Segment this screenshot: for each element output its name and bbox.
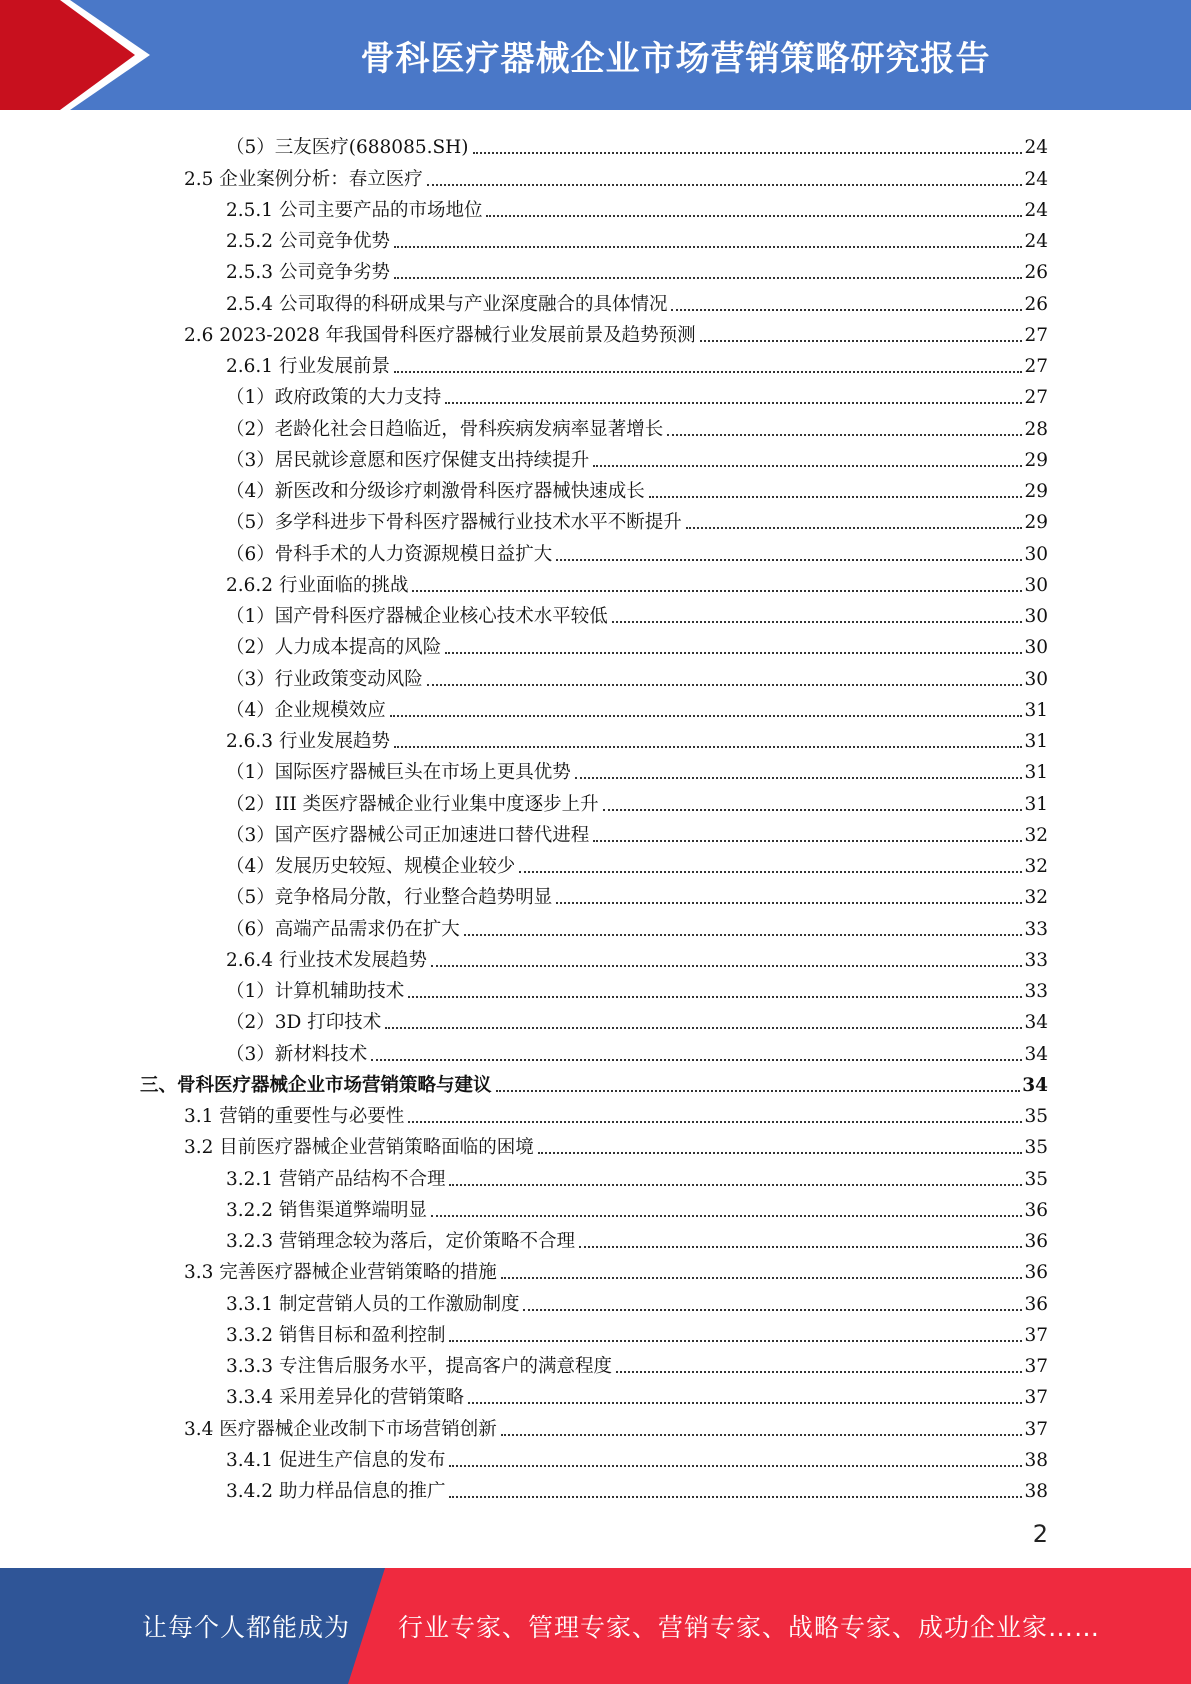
toc-leader-dots bbox=[408, 996, 1022, 998]
toc-leader-dots bbox=[593, 840, 1022, 842]
toc-entry[interactable] bbox=[140, 1284, 1048, 1315]
toc-entry-title: 3.1 营销的重要性与必要性 bbox=[184, 1106, 405, 1127]
toc-entry-page: 37 bbox=[1024, 1324, 1048, 1346]
toc-leader-dots bbox=[501, 1277, 1023, 1279]
toc-entry-page: 36 bbox=[1024, 1293, 1048, 1315]
toc-entry-page: 26 bbox=[1024, 262, 1048, 284]
toc-leader-dots bbox=[556, 902, 1022, 904]
toc-leader-dots bbox=[556, 559, 1022, 561]
toc-entry-page: 33 bbox=[1024, 949, 1048, 971]
toc-entry-page: 34 bbox=[1024, 1012, 1048, 1034]
toc-entry[interactable] bbox=[140, 1409, 1048, 1440]
toc-entry-title: 2.6.2 行业面临的挑战 bbox=[226, 574, 409, 596]
toc-leader-dots bbox=[473, 152, 1023, 154]
toc-entry-page: 29 bbox=[1024, 449, 1048, 471]
toc-leader-dots bbox=[427, 684, 1023, 686]
toc-entry[interactable] bbox=[140, 1253, 1048, 1284]
toc-entry-page: 32 bbox=[1024, 856, 1048, 877]
toc-entry[interactable] bbox=[140, 909, 1048, 940]
toc-entry-title: 3.4.2 助力样品信息的推广 bbox=[226, 1481, 446, 1502]
toc-entry-title: 3.2.2 销售渠道弊端明显 bbox=[226, 1199, 427, 1221]
toc-entry[interactable] bbox=[140, 441, 1048, 472]
toc-entry[interactable] bbox=[140, 597, 1048, 628]
page-number: 2 bbox=[1032, 1520, 1048, 1548]
toc-entry-title: （3）国产医疗器械公司正加速进口替代进程 bbox=[226, 824, 590, 846]
toc-leader-dots bbox=[412, 590, 1022, 592]
toc-leader-dots bbox=[700, 340, 1023, 342]
toc-leader-dots bbox=[486, 215, 1022, 217]
toc-entry-page: 36 bbox=[1024, 1262, 1048, 1284]
toc-entry-title: （6）高端产品需求仍在扩大 bbox=[226, 918, 460, 940]
toc-entry-title: （1）国际医疗器械巨头在市场上更具优势 bbox=[226, 762, 571, 784]
toc-entry-title: 3.2.1 营销产品结构不合理 bbox=[226, 1168, 446, 1190]
toc-entry-page: 29 bbox=[1024, 512, 1048, 534]
toc-entry[interactable] bbox=[140, 1472, 1048, 1503]
toc-entry[interactable] bbox=[140, 753, 1048, 784]
toc-entry-page: 24 bbox=[1024, 199, 1048, 221]
toc-entry-page: 29 bbox=[1024, 481, 1048, 502]
toc-leader-dots bbox=[449, 1465, 1022, 1467]
toc-entry-page: 38 bbox=[1024, 1449, 1048, 1471]
toc-leader-dots bbox=[394, 277, 1022, 279]
toc-entry[interactable] bbox=[140, 1441, 1048, 1472]
toc-entry-title: （1）国产骨科医疗器械企业核心技术水平较低 bbox=[226, 606, 608, 627]
toc-entry-title: 2.5.3 公司竞争劣势 bbox=[226, 262, 390, 284]
toc-entry[interactable] bbox=[140, 1347, 1048, 1378]
toc-entry-title: （2）III 类医疗器械企业行业集中度逐步上升 bbox=[226, 793, 599, 815]
toc-entry-page: 38 bbox=[1024, 1481, 1048, 1502]
toc-leader-dots bbox=[468, 1402, 1022, 1404]
toc-leader-dots bbox=[394, 246, 1022, 248]
toc-leader-dots bbox=[501, 1434, 1023, 1436]
toc-entry-page: 37 bbox=[1024, 1387, 1048, 1409]
toc-entry-page: 30 bbox=[1024, 606, 1048, 627]
toc-entry-page: 30 bbox=[1024, 574, 1048, 596]
toc-entry-title: 2.5.2 公司竞争优势 bbox=[226, 231, 390, 252]
toc-entry[interactable] bbox=[140, 534, 1048, 565]
toc-entry-page: 27 bbox=[1024, 356, 1048, 377]
toc-leader-dots bbox=[686, 527, 1023, 529]
toc-entry[interactable] bbox=[140, 847, 1048, 878]
toc-entry-page: 34 bbox=[1024, 1043, 1048, 1065]
toc-entry-page: 31 bbox=[1024, 793, 1048, 815]
toc-entry-title: 2.6.1 行业发展前景 bbox=[226, 356, 390, 377]
toc-entry-page: 30 bbox=[1024, 668, 1048, 690]
toc-entry-page: 31 bbox=[1024, 731, 1048, 752]
toc-entry[interactable] bbox=[140, 691, 1048, 722]
toc-entry-title: 3.3.4 采用差异化的营销策略 bbox=[226, 1387, 464, 1409]
toc-leader-dots bbox=[603, 809, 1023, 811]
toc-leader-dots bbox=[612, 621, 1023, 623]
toc-entry-page: 31 bbox=[1024, 699, 1048, 721]
toc-entry-page: 32 bbox=[1024, 887, 1048, 909]
toc-entry[interactable] bbox=[140, 566, 1048, 597]
toc-entry-title: 2.5 企业案例分析：春立医疗 bbox=[184, 168, 423, 190]
toc-entry-title: （6）骨科手术的人力资源规模日益扩大 bbox=[226, 543, 553, 565]
toc-entry[interactable] bbox=[140, 628, 1048, 659]
toc-entry[interactable] bbox=[140, 659, 1048, 690]
toc-entry-title: （3）行业政策变动风险 bbox=[226, 668, 423, 690]
toc-entry[interactable] bbox=[140, 1066, 1048, 1097]
toc-leader-dots bbox=[464, 934, 1023, 936]
toc-entry[interactable] bbox=[140, 1034, 1048, 1065]
toc-leader-dots bbox=[449, 1184, 1022, 1186]
toc-entry-title: 3.3.1 制定营销人员的工作激励制度 bbox=[226, 1293, 520, 1315]
toc-entry-title: （3）居民就诊意愿和医疗保健支出持续提升 bbox=[226, 449, 590, 471]
toc-entry-title: 3.4.1 促进生产信息的发布 bbox=[226, 1449, 446, 1471]
toc-leader-dots bbox=[390, 715, 1023, 717]
toc-entry-title: （2）老龄化社会日趋临近，骨科疾病发病率显著增长 bbox=[226, 418, 664, 440]
toc-entry[interactable] bbox=[140, 878, 1048, 909]
toc-leader-dots bbox=[523, 1309, 1022, 1311]
toc-entry-page: 35 bbox=[1024, 1168, 1048, 1190]
toc-leader-dots bbox=[431, 965, 1022, 967]
toc-entry-page: 27 bbox=[1024, 387, 1048, 409]
toc-leader-dots bbox=[593, 465, 1022, 467]
toc-leader-dots bbox=[445, 402, 1022, 404]
toc-entry-page: 35 bbox=[1024, 1106, 1048, 1127]
toc-entry-title: 3.4 医疗器械企业改制下市场营销创新 bbox=[184, 1418, 497, 1440]
toc-leader-dots bbox=[649, 496, 1023, 498]
toc-leader-dots bbox=[449, 1340, 1022, 1342]
toc-leader-dots bbox=[616, 1371, 1022, 1373]
toc-leader-dots bbox=[394, 746, 1022, 748]
toc-entry[interactable] bbox=[140, 284, 1048, 315]
toc-entry[interactable] bbox=[140, 784, 1048, 815]
toc-leader-dots bbox=[408, 1121, 1022, 1123]
toc-leader-dots bbox=[667, 434, 1022, 436]
toc-entry-title: 2.6 2023-2028 年我国骨科医疗器械行业发展前景及趋势预测 bbox=[184, 324, 696, 346]
toc-entry[interactable] bbox=[140, 972, 1048, 1003]
toc-leader-dots bbox=[385, 1027, 1022, 1029]
toc-entry[interactable] bbox=[140, 409, 1048, 440]
toc-leader-dots bbox=[371, 1059, 1022, 1061]
page-footer bbox=[0, 1568, 1191, 1684]
toc-leader-dots bbox=[519, 871, 1022, 873]
toc-leader-dots bbox=[449, 1496, 1022, 1498]
toc-entry-title: 2.6.3 行业发展趋势 bbox=[226, 731, 390, 752]
toc-entry-title: 3.3.3 专注售后服务水平，提高客户的满意程度 bbox=[226, 1356, 612, 1377]
toc-entry-title: 3.2.3 营销理念较为落后，定价策略不合理 bbox=[226, 1231, 575, 1252]
toc-entry-title: 2.6.4 行业技术发展趋势 bbox=[226, 949, 427, 971]
page-header bbox=[0, 0, 1191, 110]
toc-entry[interactable] bbox=[140, 722, 1048, 753]
footer-slogan-right: 行业专家、管理专家、营销专家、战略专家、成功企业家…… bbox=[398, 1613, 1101, 1642]
toc-entry[interactable] bbox=[140, 316, 1048, 347]
toc-entry-title: 3.2 目前医疗器械企业营销策略面临的困境 bbox=[184, 1137, 534, 1159]
toc-entry-page: 32 bbox=[1024, 824, 1048, 846]
toc-entry[interactable] bbox=[140, 128, 1048, 159]
toc-entry[interactable] bbox=[140, 253, 1048, 284]
toc-entry[interactable] bbox=[140, 816, 1048, 847]
toc-entry-title: （5）竞争格局分散，行业整合趋势明显 bbox=[226, 887, 553, 909]
toc-entry-page: 37 bbox=[1024, 1418, 1048, 1440]
toc-entry-page: 33 bbox=[1024, 981, 1048, 1002]
toc-entry-page: 24 bbox=[1024, 168, 1048, 190]
toc-leader-dots bbox=[427, 184, 1023, 186]
toc-entry-title: （4）新医改和分级诊疗刺激骨科医疗器械快速成长 bbox=[226, 481, 645, 502]
toc-entry-title: 三、骨科医疗器械企业市场营销策略与建议 bbox=[140, 1074, 492, 1096]
toc-entry-page: 34 bbox=[1022, 1074, 1048, 1096]
toc-entry-title: （1）计算机辅助技术 bbox=[226, 981, 405, 1002]
toc-entry[interactable] bbox=[140, 472, 1048, 503]
toc-entry-title: （1）政府政策的大力支持 bbox=[226, 387, 442, 409]
header-red-arrow-icon bbox=[0, 0, 160, 110]
toc-entry[interactable] bbox=[140, 1128, 1048, 1159]
toc-entry-page: 36 bbox=[1024, 1231, 1048, 1252]
toc-entry-title: （2）人力成本提高的风险 bbox=[226, 637, 442, 659]
toc-leader-dots bbox=[575, 777, 1023, 779]
toc-entry[interactable] bbox=[140, 1191, 1048, 1222]
footer-slogan-left: 让每个人都能成为 bbox=[142, 1613, 351, 1642]
toc-entry-page: 24 bbox=[1024, 137, 1048, 159]
toc-entry[interactable] bbox=[140, 1097, 1048, 1128]
toc-leader-dots bbox=[445, 652, 1022, 654]
toc-entry-page: 37 bbox=[1024, 1356, 1048, 1377]
toc-entry[interactable] bbox=[140, 159, 1048, 190]
toc-entry-title: 3.3 完善医疗器械企业营销策略的措施 bbox=[184, 1262, 497, 1284]
toc-entry[interactable] bbox=[140, 347, 1048, 378]
toc-entry[interactable] bbox=[140, 1378, 1048, 1409]
toc-entry[interactable] bbox=[140, 1222, 1048, 1253]
toc-leader-dots bbox=[496, 1090, 1021, 1092]
toc-leader-dots bbox=[538, 1152, 1023, 1154]
toc-entry[interactable] bbox=[140, 191, 1048, 222]
toc-entry[interactable] bbox=[140, 378, 1048, 409]
toc-entry[interactable] bbox=[140, 1159, 1048, 1190]
toc-entry[interactable] bbox=[140, 1003, 1048, 1034]
toc-entry-title: （5）三友医疗(688085.SH) bbox=[226, 137, 469, 159]
toc-entry-page: 30 bbox=[1024, 543, 1048, 565]
toc-entry-page: 27 bbox=[1024, 324, 1048, 346]
toc-leader-dots bbox=[431, 1215, 1022, 1217]
toc-entry-page: 33 bbox=[1024, 918, 1048, 940]
toc-entry[interactable] bbox=[140, 1316, 1048, 1347]
toc-entry-page: 28 bbox=[1024, 418, 1048, 440]
toc-entry-page: 26 bbox=[1024, 293, 1048, 315]
toc-leader-dots bbox=[671, 309, 1022, 311]
toc-leader-dots bbox=[394, 371, 1022, 373]
toc-leader-dots bbox=[579, 1246, 1022, 1248]
report-title: 骨科医疗器械企业市场营销策略研究报告 bbox=[360, 38, 991, 79]
toc-entry-title: （3）新材料技术 bbox=[226, 1043, 368, 1065]
toc-entry-title: 3.3.2 销售目标和盈利控制 bbox=[226, 1324, 446, 1346]
toc-entry-title: （5）多学科进步下骨科医疗器械行业技术水平不断提升 bbox=[226, 512, 682, 534]
toc-entry[interactable] bbox=[140, 941, 1048, 972]
toc-entry-title: 2.5.1 公司主要产品的市场地位 bbox=[226, 199, 483, 221]
toc-entry-page: 35 bbox=[1024, 1137, 1048, 1159]
table-of-contents bbox=[140, 128, 1048, 1503]
toc-entry-page: 31 bbox=[1024, 762, 1048, 784]
toc-entry-page: 30 bbox=[1024, 637, 1048, 659]
toc-entry[interactable] bbox=[140, 222, 1048, 253]
toc-entry-title: （4）企业规模效应 bbox=[226, 699, 386, 721]
toc-entry-page: 24 bbox=[1024, 231, 1048, 252]
toc-entry-title: 2.5.4 公司取得的科研成果与产业深度融合的具体情况 bbox=[226, 293, 668, 315]
toc-entry-title: （4）发展历史较短、规模企业较少 bbox=[226, 856, 516, 877]
toc-entry-title: （2）3D 打印技术 bbox=[226, 1012, 382, 1034]
toc-entry[interactable] bbox=[140, 503, 1048, 534]
toc-entry-page: 36 bbox=[1024, 1199, 1048, 1221]
